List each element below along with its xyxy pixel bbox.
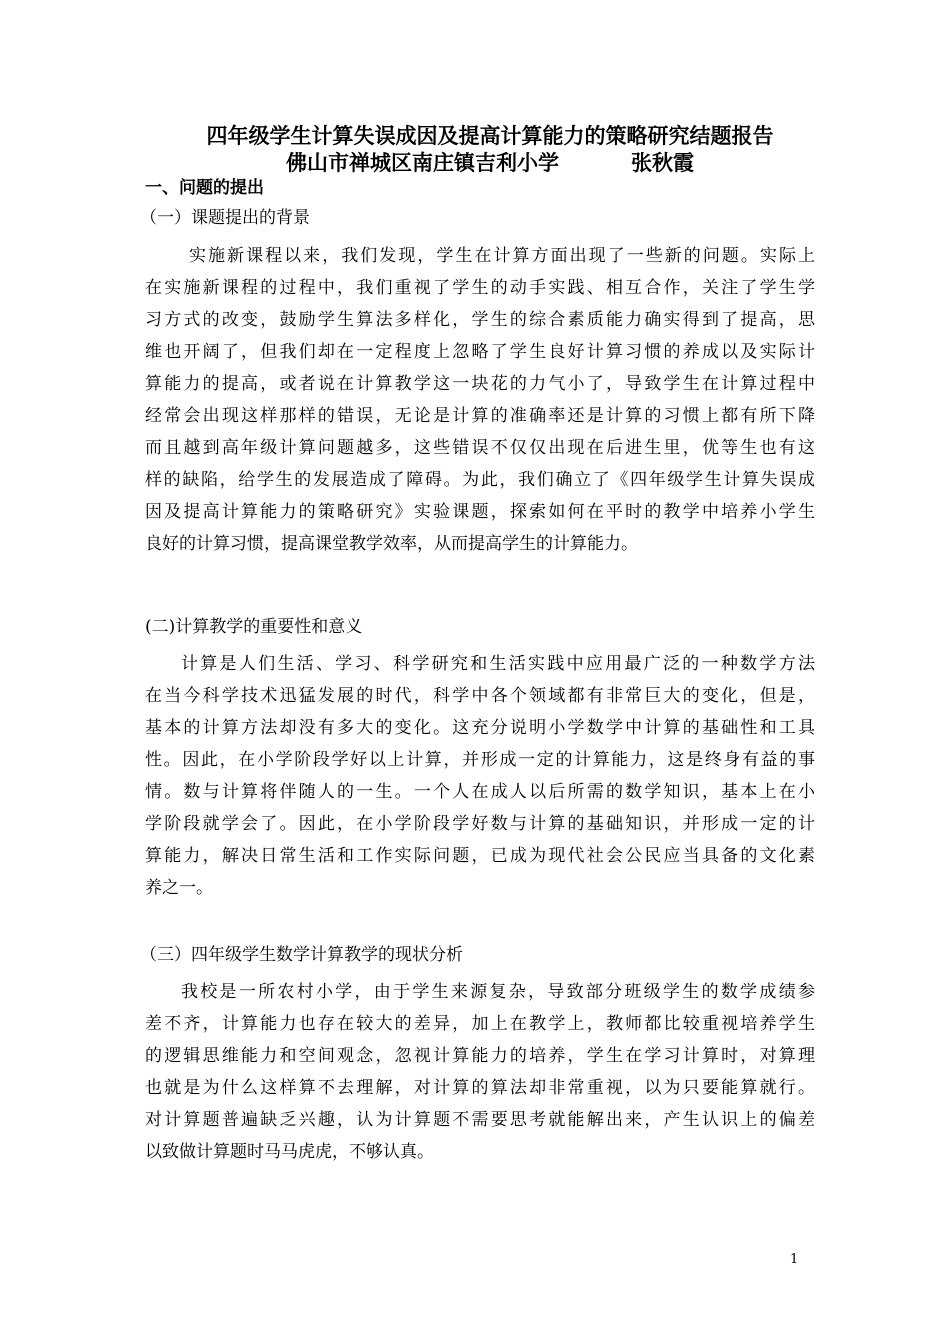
paragraph-line: 在实施新课程的过程中，我们重视了学生的动手实践、相互合作，关注了学生学 <box>145 278 815 298</box>
paragraph-line: 对计算题普遍缺乏兴趣，认为计算题不需要思考就能解出来，产生认识上的偏差 <box>145 1110 815 1130</box>
paragraph-line: 算能力，解决日常生活和工作实际问题，已成为现代社会公民应当具备的文化素 <box>145 846 815 866</box>
paragraph-line: 在当今科学技术迅猛发展的时代，科学中各个领域都有非常巨大的变化，但是， <box>145 686 815 706</box>
paragraph-line: 我校是一所农村小学，由于学生来源复杂，导致部分班级学生的数学成绩参 <box>181 982 815 1002</box>
subsection-heading-2: (二)计算教学的重要性和意义 <box>145 617 363 637</box>
paragraph-line: 性。因此，在小学阶段学好以上计算，并形成一定的计算能力，这是终身有益的事 <box>145 750 815 770</box>
paragraph-importance <box>145 648 815 904</box>
paragraph-line: 实施新课程以来，我们发现，学生在计算方面出现了一些新的问题。实际上 <box>189 246 815 266</box>
author-line <box>140 149 840 177</box>
paragraph-line: 以致做计算题时马马虎虎，不够认真。 <box>145 1142 434 1162</box>
paragraph-line: 基本的计算方法却没有多大的变化。这充分说明小学数学中计算的基础性和工具 <box>145 718 815 738</box>
paragraph-line: 养之一。 <box>145 878 213 898</box>
report-title: 四年级学生计算失误成因及提高计算能力的策略研究结题报告 <box>206 124 774 148</box>
paragraph-line: 维也开阔了，但我们却在一定程度上忽略了学生良好计算习惯的养成以及实际计 <box>145 342 815 362</box>
paragraph-background <box>145 240 815 560</box>
page-number: 1 <box>790 1252 799 1267</box>
subsection-heading-1: （一）课题提出的背景 <box>140 208 310 228</box>
paragraph-line: 而且越到高年级计算问题越多，这些错误不仅仅出现在后进生里，优等生也有这 <box>145 438 815 458</box>
paragraph-status <box>145 976 815 1168</box>
paragraph-line: 习方式的改变，鼓励学生算法多样化，学生的综合素质能力确实得到了提高，思 <box>145 310 815 330</box>
author-name: 张秋霞 <box>631 151 694 175</box>
paragraph-line: 良好的计算习惯，提高课堂教学效率，从而提高学生的计算能力。 <box>145 534 638 554</box>
section-heading-1: 一、问题的提出 <box>145 178 264 198</box>
paragraph-line: 差不齐，计算能力也存在较大的差异，加上在教学上，教师都比较重视培养学生 <box>145 1014 815 1034</box>
subsection-heading-3: （三）四年级学生数学计算教学的现状分析 <box>140 945 463 965</box>
paragraph-line: 也就是为什么这样算不去理解，对计算的算法却非常重视，以为只要能算就行。 <box>145 1078 815 1098</box>
paragraph-line: 情。数与计算将伴随人的一生。一个人在成人以后所需的数学知识，基本上在小 <box>145 782 815 802</box>
paragraph-line: 因及提高计算能力的策略研究》实验课题，探索如何在平时的教学中培养小学生 <box>145 502 815 522</box>
paragraph-line: 学阶段就学会了。因此，在小学阶段学好数与计算的基础知识，并形成一定的计 <box>145 814 815 834</box>
paragraph-line: 样的缺陷，给学生的发展造成了障碍。为此，我们确立了《四年级学生计算失误成 <box>145 470 815 490</box>
school-name: 佛山市禅城区南庄镇吉利小学 <box>286 151 559 175</box>
paragraph-line: 计算是人们生活、学习、科学研究和生活实践中应用最广泛的一种数学方法 <box>181 654 815 674</box>
paragraph-line: 经常会出现这样那样的错误，无论是计算的准确率还是计算的习惯上都有所下降 <box>145 406 815 426</box>
paragraph-line: 算能力的提高，或者说在计算教学这一块花的力气小了，导致学生在计算过程中 <box>145 374 815 394</box>
paragraph-line: 的逻辑思维能力和空间观念，忽视计算能力的培养，学生在学习计算时，对算理 <box>145 1046 815 1066</box>
